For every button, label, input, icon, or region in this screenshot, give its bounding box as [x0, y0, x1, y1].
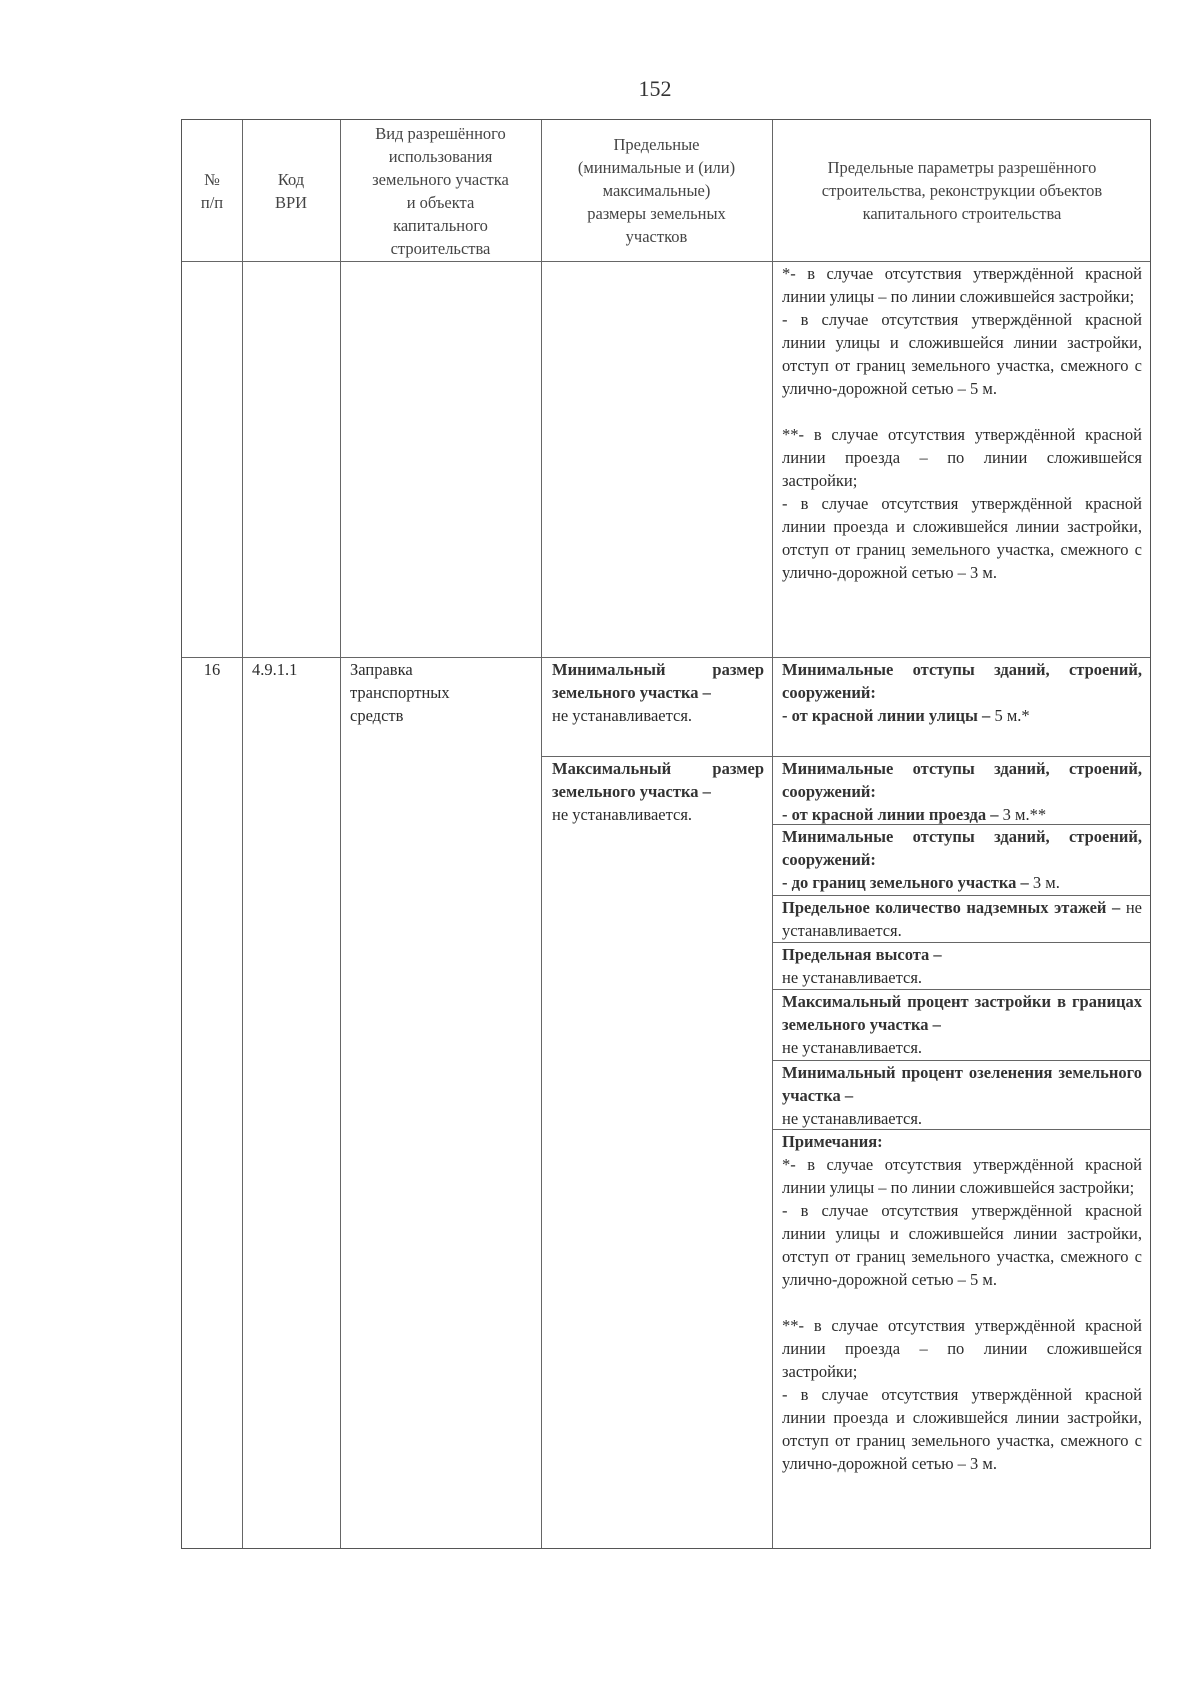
param-label: Предельная высота –: [782, 945, 942, 964]
col-divider: [772, 120, 773, 1548]
param-value: 3 м.: [1028, 873, 1060, 892]
param-value: не устанавливается.: [782, 1109, 923, 1128]
param-value: 5 м.*: [990, 706, 1030, 725]
row16-num: 16: [203, 660, 221, 679]
param-sublabel: - от красной линии проезда –: [782, 805, 999, 824]
notes-title: Примечания:: [782, 1132, 883, 1151]
row16-code: 4.9.1.1: [252, 660, 298, 679]
size-max-value: не устанавливается.: [552, 805, 693, 824]
note1b: - в случае отсутствия утверждённой красной линии улицы и сложившейся линии застройки, отступ от границ земельного участка, смежного с улично-дорожной сетью – 5 м.: [782, 1201, 1142, 1289]
col-divider: [242, 120, 243, 1548]
continuation-note1a: *- в случае отсутствия утверждённой красной линии улицы – по линии сложившейся застройки;: [782, 264, 1142, 306]
param-build-percent: [782, 990, 1142, 1059]
header-size: [541, 120, 772, 261]
row16-notes: [782, 1130, 1142, 1475]
param-sublabel: - до границ земельного участка –: [782, 873, 1029, 892]
param-label: Предельное количество надземных этажей –: [782, 898, 1121, 917]
header-params-text: Предельные параметры разрешённого строительства, реконструкции объектов капитального строительства: [821, 158, 1103, 223]
continuation-notes: [782, 262, 1142, 584]
note2a: **- в случае отсутствия утверждённой красной линии проезда – по линии сложившейся застройки;: [782, 1316, 1142, 1381]
header-num-text: № п/п: [200, 169, 224, 212]
row16-size-max: [552, 757, 764, 826]
spacer: [782, 1291, 1142, 1314]
header-size-text: Предельные (минимальные и (или) максимальные) размеры земельных участков: [577, 135, 736, 246]
size-max-label: Максимальный размер земельного участка –: [552, 759, 764, 801]
row16-use: Заправка транспортных средств: [350, 660, 450, 725]
continuation-note2a: **- в случае отсутствия утверждённой красной линии проезда – по линии сложившейся застройки;: [782, 425, 1142, 490]
size-min-value: не устанавливается.: [552, 706, 693, 725]
param-green-percent: [782, 1061, 1142, 1130]
col-divider: [541, 120, 542, 1548]
param-label: Минимальный процент озеленения земельного участка –: [782, 1063, 1142, 1105]
header-code-text: Код ВРИ: [274, 169, 308, 212]
param-value: не устанавливается.: [782, 1038, 923, 1057]
continuation-note1b: - в случае отсутствия утверждённой красной линии улицы и сложившейся линии застройки, отступ от границ земельного участка, смежного с улично-дорожной сетью – 5 м.: [782, 310, 1142, 398]
header-code: [242, 120, 340, 261]
header-use: [340, 120, 541, 261]
param-label: Максимальный процент застройки в границах земельного участка –: [782, 992, 1142, 1034]
param-value: 3 м.**: [998, 805, 1047, 824]
param-setback-passage: [782, 757, 1142, 826]
param-height: [782, 943, 1142, 989]
header-use-text: Вид разрешённого использования земельного участка и объекта капитального строительства: [372, 123, 509, 258]
page-number: 152: [638, 76, 672, 101]
col-divider: [340, 120, 341, 1548]
note2b: - в случае отсутствия утверждённой красной линии проезда и сложившейся линии застройки, отступ от границ земельного участка, смежного с улично-дорожной сетью – 3 м.: [782, 1385, 1142, 1473]
param-floors: [782, 896, 1142, 942]
row16-size-min: [552, 658, 764, 727]
size-min-label: Минимальный размер земельного участка –: [552, 660, 764, 702]
param-label: Минимальные отступы зданий, строений, сооружений:: [782, 660, 1142, 702]
note1a: *- в случае отсутствия утверждённой красной линии улицы – по линии сложившейся застройки;: [782, 1155, 1142, 1197]
param-label: Минимальные отступы зданий, строений, сооружений:: [782, 827, 1142, 869]
param-value: не устанавливается.: [782, 898, 1142, 940]
continuation-note2b: - в случае отсутствия утверждённой красной линии проезда и сложившейся линии застройки, отступ от границ земельного участка, смежного с улично-дорожной сетью – 3 м.: [782, 494, 1142, 582]
param-sublabel: - от красной линии улицы –: [782, 706, 991, 725]
param-value: не устанавливается.: [782, 968, 923, 987]
header-params: [772, 120, 1152, 261]
spacer: [782, 400, 1142, 423]
param-label: Минимальные отступы зданий, строений, сооружений:: [782, 759, 1142, 801]
param-setback-boundary: [782, 825, 1142, 894]
param-setback-street: [782, 658, 1142, 727]
regulations-table: [181, 119, 1151, 1549]
header-num: [182, 120, 242, 261]
